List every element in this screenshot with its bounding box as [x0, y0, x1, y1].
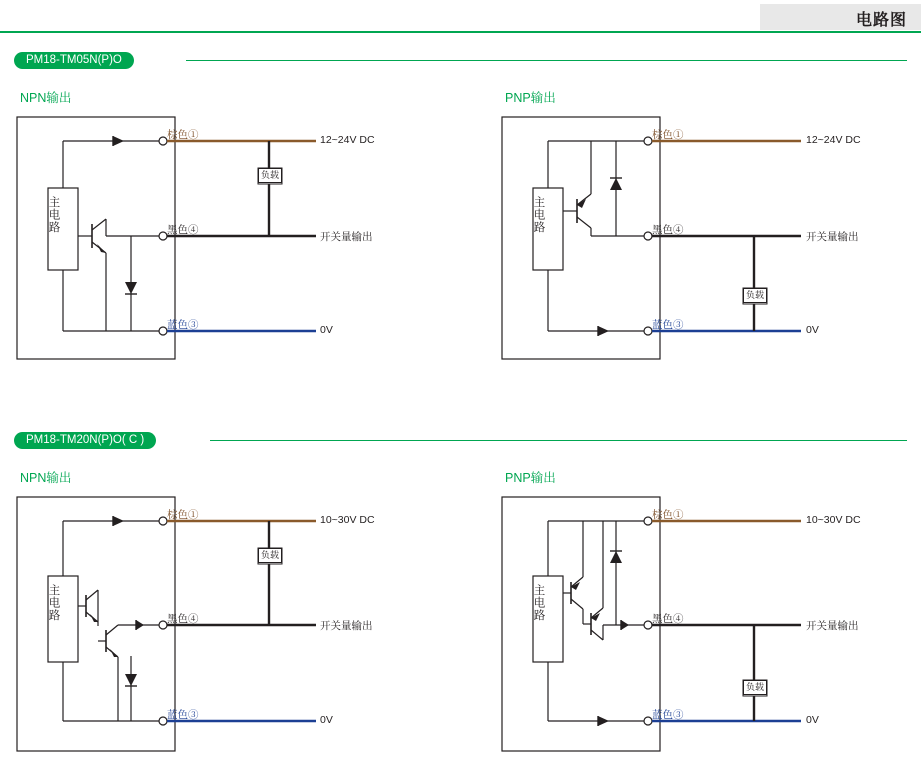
main-circuit-label-2-pnp: 主电路: [532, 584, 545, 622]
terminal-label-2-npn-black: 黑色④: [167, 613, 199, 625]
terminal-right-2-pnp-brown: 10~30V DC: [806, 514, 861, 526]
terminal-label-2-pnp-brown: 棕色①: [652, 509, 684, 521]
terminal-right-1-npn-black: 开关量输出: [320, 231, 373, 243]
terminal-label-2-pnp-black: 黑色④: [652, 613, 684, 625]
section-rule-1: [186, 60, 907, 61]
section-pill-pm18-tm05: PM18-TM05N(P)O: [14, 52, 134, 69]
terminal-right-2-npn-blue: 0V: [320, 714, 333, 726]
column-title-pnp-2: PNP输出: [505, 471, 556, 485]
load-label-1-pnp: 负载: [743, 288, 767, 303]
load-label-2-pnp: 负载: [743, 680, 767, 695]
terminal-right-1-pnp-blue: 0V: [806, 324, 819, 336]
main-circuit-label-1-pnp: 主电路: [532, 196, 545, 234]
terminal-label-1-npn-black: 黑色④: [167, 224, 199, 236]
main-circuit-label-2-npn: 主电路: [47, 584, 60, 622]
column-title-npn-1: NPN输出: [20, 91, 72, 105]
terminal-right-2-npn-black: 开关量输出: [320, 620, 373, 632]
load-label-2-npn: 负载: [258, 548, 282, 563]
section-rule-2: [210, 440, 907, 441]
terminal-label-1-npn-blue: 蓝色③: [167, 319, 199, 331]
page-header: [0, 0, 921, 34]
section-pill-pm18-tm20: PM18-TM20N(P)O( C ): [14, 432, 156, 449]
column-title-pnp-1: PNP输出: [505, 91, 556, 105]
terminal-label-2-npn-brown: 棕色①: [167, 509, 199, 521]
main-circuit-label-1-npn: 主电路: [47, 196, 60, 234]
terminal-right-2-pnp-black: 开关量输出: [806, 620, 859, 632]
terminal-label-2-npn-blue: 蓝色③: [167, 709, 199, 721]
column-title-npn-2: NPN输出: [20, 471, 72, 485]
terminal-right-1-npn-brown: 12~24V DC: [320, 134, 375, 146]
terminal-label-1-npn-brown: 棕色①: [167, 129, 199, 141]
terminal-right-2-npn-brown: 10~30V DC: [320, 514, 375, 526]
terminal-label-1-pnp-brown: 棕色①: [652, 129, 684, 141]
load-label-1-npn: 负载: [258, 168, 282, 183]
page-title: 电路图: [855, 12, 907, 29]
terminal-right-1-pnp-brown: 12~24V DC: [806, 134, 861, 146]
header-bar-white: [0, 4, 760, 30]
terminal-right-1-npn-blue: 0V: [320, 324, 333, 336]
terminal-right-1-pnp-black: 开关量输出: [806, 231, 859, 243]
terminal-right-2-pnp-blue: 0V: [806, 714, 819, 726]
terminal-label-1-pnp-blue: 蓝色③: [652, 319, 684, 331]
terminal-label-2-pnp-blue: 蓝色③: [652, 709, 684, 721]
terminal-label-1-pnp-black: 黑色④: [652, 224, 684, 236]
header-underline: [0, 31, 921, 33]
